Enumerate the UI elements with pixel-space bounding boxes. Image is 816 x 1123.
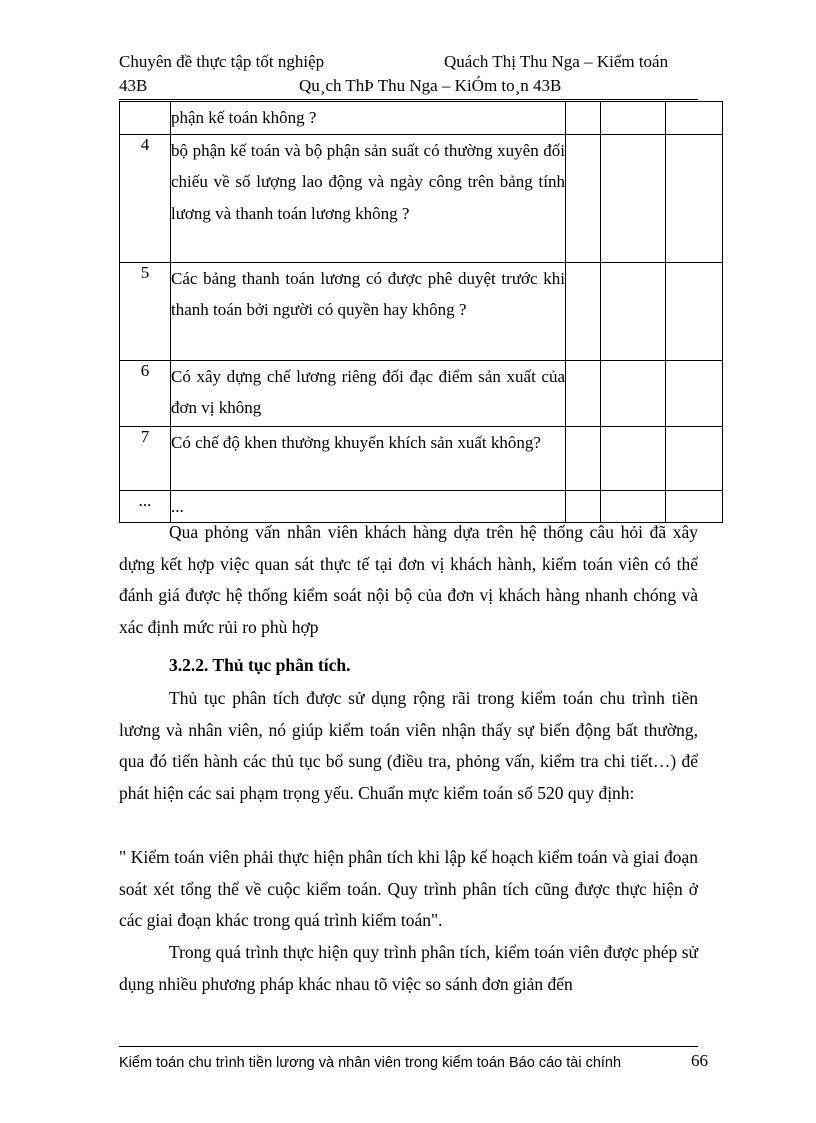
answer-yes-cell bbox=[566, 262, 601, 360]
row-number: 6 bbox=[120, 360, 171, 426]
answer-yes-cell bbox=[566, 360, 601, 426]
row-question: Có chế độ khen thưởng khuyến khích sản xuất không? bbox=[171, 426, 566, 490]
answer-note-cell bbox=[666, 360, 723, 426]
row-number: 4 bbox=[120, 134, 171, 262]
running-footer bbox=[119, 1053, 714, 1073]
header-thesis-title: Chuyên đề thực tập tốt nghiệp bbox=[119, 52, 325, 71]
row-question: Các bảng thanh toán lương có được phê duyệt trước khi thanh toán bởi người có quyền hay không ? bbox=[171, 262, 566, 360]
answer-note-cell bbox=[666, 134, 723, 262]
control-questionnaire-table bbox=[119, 101, 723, 523]
table-row bbox=[120, 262, 723, 360]
running-header-line1 bbox=[119, 52, 698, 72]
header-author-garbled: Qu¸ch ThÞ Thu Nga – KiÓm to¸n 43B bbox=[299, 76, 562, 95]
paragraph-methods: Trong quá trình thực hiện quy trình phân tích, kiểm toán viên được phép sử dụng nhiều phương pháp khác nhau tõ việc so sánh đơn giản đến bbox=[119, 942, 698, 994]
paragraph-analytical-procedures: Thủ tục phân tích được sử dụng rộng rãi trong kiểm toán chu trình tiền lương và nhân viên, nó giúp kiểm toán viên nhận thấy sự biến động bất thường, qua đó tiến hành các thủ tục bổ sung (điều tra, phỏng vấn, kiểm tra chi tiết…) để phát hiện các sai phạm trọng yếu. Chuẩn mực kiểm toán số 520 quy định: bbox=[119, 688, 698, 803]
answer-no-cell bbox=[601, 134, 666, 262]
row-number: ... bbox=[120, 490, 171, 523]
header-class: 43B bbox=[119, 76, 148, 95]
row-question: ... bbox=[171, 490, 566, 523]
row-number bbox=[120, 102, 171, 135]
answer-note-cell bbox=[666, 426, 723, 490]
header-author: Quách Thị Thu Nga – Kiểm toán bbox=[444, 52, 669, 71]
table-row bbox=[120, 426, 723, 490]
row-number: 7 bbox=[120, 426, 171, 490]
row-number: 5 bbox=[120, 262, 171, 360]
answer-yes-cell bbox=[566, 426, 601, 490]
footer-title: Kiểm toán chu trình tiền lương và nhân viên trong kiểm toán Báo cáo tài chính bbox=[119, 1055, 622, 1071]
section-heading: 3.2.2. Thủ tục phân tích. bbox=[169, 655, 351, 675]
row-question: Có xây dựng chế lương riêng đối đạc điểm sản xuất của đơn vị không bbox=[171, 360, 566, 426]
paragraph-interview-summary: Qua phỏng vấn nhân viên khách hàng dựa trên hệ thống câu hỏi đã xây dựng kết hợp việc quan sát thực tế tại đơn vị khách hành, kiểm toán viên có thể đánh giá được hệ thống kiểm soát nội bộ của đơn vị khách hàng nhanh chóng và xác định mức rủi ro phù hợp bbox=[119, 522, 698, 637]
running-header-line2 bbox=[119, 76, 698, 96]
paragraph-standard-quote: " Kiểm toán viên phải thực hiện phân tích khi lập kế hoạch kiểm toán và giai đoạn soát xét tổng thể về cuộc kiểm toán. Quy trình phân tích cũng được thực hiện ở các giai đoạn khác trong quá trình kiểm toán". bbox=[119, 847, 698, 931]
answer-no-cell bbox=[601, 360, 666, 426]
answer-no-cell bbox=[601, 102, 666, 135]
answer-note-cell bbox=[666, 262, 723, 360]
table-row bbox=[120, 134, 723, 262]
page-number: 66 bbox=[691, 1051, 708, 1070]
row-question: phận kế toán không ? bbox=[171, 102, 566, 135]
answer-no-cell bbox=[601, 262, 666, 360]
answer-yes-cell bbox=[566, 102, 601, 135]
answer-yes-cell bbox=[566, 134, 601, 262]
answer-note-cell bbox=[666, 102, 723, 135]
table-row bbox=[120, 102, 723, 135]
row-question: bộ phận kế toán và bộ phận sản suất có thường xuyên đối chiếu về số lượng lao động và ngày công trên bảng tính lương và thanh toán lương không ? bbox=[171, 134, 566, 262]
table-row bbox=[120, 360, 723, 426]
footer-rule bbox=[119, 1046, 698, 1047]
answer-no-cell bbox=[601, 426, 666, 490]
